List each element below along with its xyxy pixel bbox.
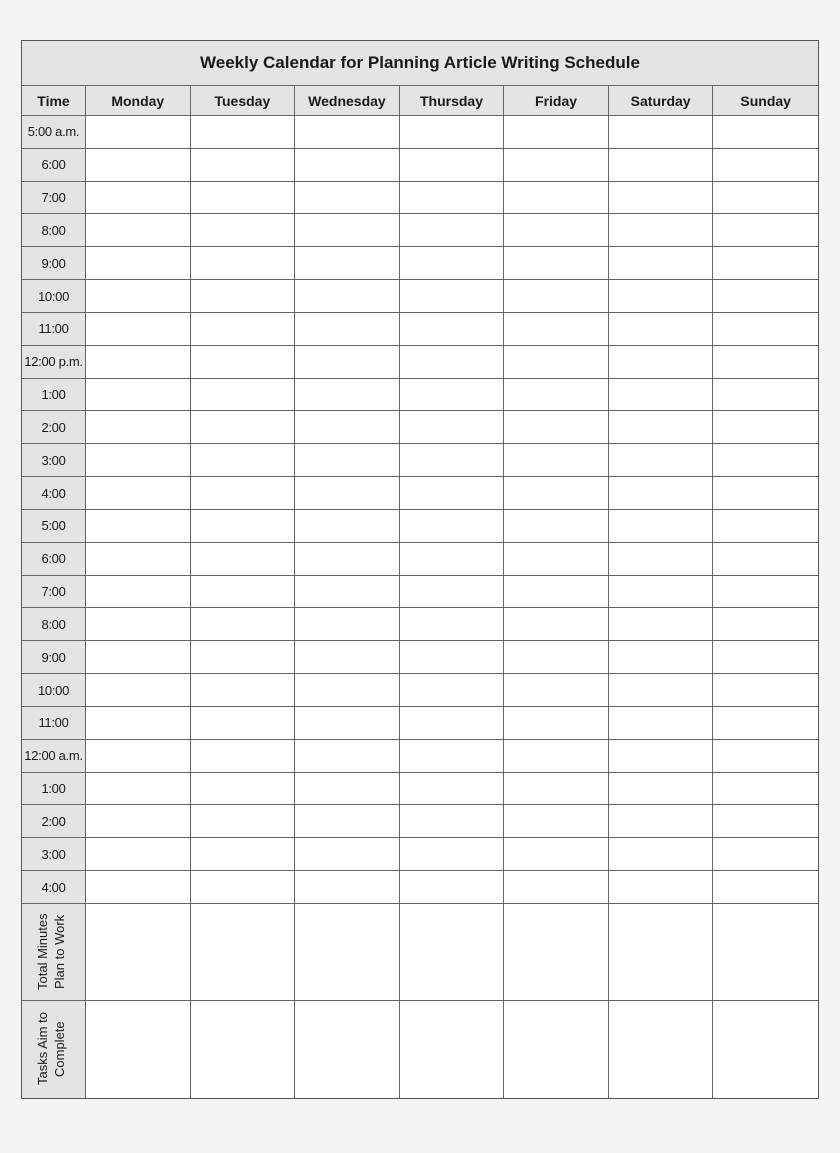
time-slot-label: 5:00 a.m. [22, 116, 86, 149]
time-slot-label: 7:00 [22, 182, 86, 215]
schedule-cell[interactable] [295, 182, 400, 215]
day-header-monday: Monday [86, 86, 191, 116]
schedule-cell[interactable] [86, 871, 191, 904]
schedule-cell[interactable] [295, 280, 400, 313]
time-slot-label: 11:00 [22, 313, 86, 346]
schedule-cell[interactable] [504, 379, 609, 412]
schedule-cell[interactable] [191, 116, 296, 149]
summary-label-line: Plan to Work [51, 914, 67, 990]
schedule-cell[interactable] [400, 280, 505, 313]
schedule-cell[interactable] [713, 247, 818, 280]
schedule-cell[interactable] [609, 871, 714, 904]
day-header-saturday: Saturday [609, 86, 714, 116]
summary-cell[interactable] [609, 1001, 714, 1098]
schedule-cell[interactable] [713, 608, 818, 641]
summary-cell[interactable] [504, 904, 609, 1001]
schedule-cell[interactable] [400, 740, 505, 773]
schedule-cell[interactable] [400, 838, 505, 871]
schedule-cell[interactable] [400, 346, 505, 379]
time-slot-label: 6:00 [22, 543, 86, 576]
summary-cell[interactable] [295, 904, 400, 1001]
schedule-cell[interactable] [191, 280, 296, 313]
summary-cell[interactable] [86, 1001, 191, 1098]
schedule-cell[interactable] [191, 313, 296, 346]
schedule-cell[interactable] [191, 149, 296, 182]
schedule-cell[interactable] [713, 576, 818, 609]
schedule-cell[interactable] [295, 346, 400, 379]
schedule-cell[interactable] [295, 149, 400, 182]
schedule-cell[interactable] [86, 674, 191, 707]
schedule-cell[interactable] [295, 247, 400, 280]
schedule-cell[interactable] [400, 116, 505, 149]
schedule-cell[interactable] [191, 379, 296, 412]
schedule-cell[interactable] [504, 871, 609, 904]
summary-cell[interactable] [191, 1001, 296, 1098]
schedule-cell[interactable] [191, 773, 296, 806]
time-slot-label: 1:00 [22, 379, 86, 412]
schedule-cell[interactable] [191, 674, 296, 707]
schedule-cell[interactable] [86, 773, 191, 806]
schedule-cell[interactable] [400, 214, 505, 247]
summary-cell[interactable] [295, 1001, 400, 1098]
schedule-cell[interactable] [400, 444, 505, 477]
time-slot-label: 8:00 [22, 214, 86, 247]
schedule-cell[interactable] [504, 576, 609, 609]
schedule-cell[interactable] [86, 247, 191, 280]
summary-cell[interactable] [191, 904, 296, 1001]
schedule-cell[interactable] [400, 871, 505, 904]
schedule-cell[interactable] [191, 871, 296, 904]
summary-cell[interactable] [400, 904, 505, 1001]
schedule-cell[interactable] [609, 773, 714, 806]
schedule-cell[interactable] [400, 182, 505, 215]
schedule-cell[interactable] [86, 576, 191, 609]
schedule-cell[interactable] [86, 707, 191, 740]
day-header-friday: Friday [504, 86, 609, 116]
day-header-wednesday: Wednesday [295, 86, 400, 116]
schedule-cell[interactable] [609, 379, 714, 412]
schedule-cell[interactable] [713, 740, 818, 773]
schedule-cell[interactable] [713, 805, 818, 838]
time-slot-label: 2:00 [22, 805, 86, 838]
time-slot-label: 10:00 [22, 674, 86, 707]
schedule-cell[interactable] [295, 411, 400, 444]
schedule-cell[interactable] [713, 444, 818, 477]
day-header-tuesday: Tuesday [191, 86, 296, 116]
schedule-cell[interactable] [400, 510, 505, 543]
schedule-cell[interactable] [504, 444, 609, 477]
schedule-cell[interactable] [400, 773, 505, 806]
time-slot-label: 9:00 [22, 247, 86, 280]
schedule-cell[interactable] [400, 149, 505, 182]
schedule-cell[interactable] [86, 510, 191, 543]
schedule-cell[interactable] [609, 182, 714, 215]
schedule-cell[interactable] [191, 214, 296, 247]
schedule-cell[interactable] [504, 674, 609, 707]
day-header-thursday: Thursday [400, 86, 505, 116]
schedule-cell[interactable] [504, 805, 609, 838]
schedule-cell[interactable] [295, 116, 400, 149]
summary-label-line: Complete [51, 1021, 67, 1078]
schedule-cell[interactable] [609, 149, 714, 182]
time-slot-label: 3:00 [22, 444, 86, 477]
schedule-cell[interactable] [609, 477, 714, 510]
schedule-cell[interactable] [504, 740, 609, 773]
schedule-cell[interactable] [504, 116, 609, 149]
schedule-cell[interactable] [295, 543, 400, 576]
schedule-cell[interactable] [504, 280, 609, 313]
schedule-cell[interactable] [609, 214, 714, 247]
summary-label-text [34, 1003, 74, 1095]
schedule-cell[interactable] [504, 773, 609, 806]
schedule-cell[interactable] [400, 543, 505, 576]
total-minutes-label [22, 904, 86, 1001]
schedule-cell[interactable] [713, 641, 818, 674]
schedule-cell[interactable] [400, 576, 505, 609]
schedule-cell[interactable] [713, 379, 818, 412]
time-slot-label: 12:00 p.m. [22, 346, 86, 379]
schedule-cell[interactable] [400, 674, 505, 707]
schedule-cell[interactable] [504, 608, 609, 641]
schedule-cell[interactable] [713, 707, 818, 740]
schedule-cell[interactable] [609, 411, 714, 444]
schedule-cell[interactable] [191, 510, 296, 543]
schedule-cell[interactable] [609, 346, 714, 379]
schedule-cell[interactable] [609, 247, 714, 280]
schedule-cell[interactable] [504, 510, 609, 543]
schedule-cell[interactable] [504, 214, 609, 247]
schedule-cell[interactable] [191, 543, 296, 576]
schedule-cell[interactable] [191, 740, 296, 773]
schedule-cell[interactable] [609, 576, 714, 609]
schedule-cell[interactable] [191, 182, 296, 215]
schedule-cell[interactable] [504, 313, 609, 346]
schedule-cell[interactable] [713, 871, 818, 904]
schedule-cell[interactable] [295, 444, 400, 477]
schedule-cell[interactable] [400, 313, 505, 346]
schedule-cell[interactable] [295, 707, 400, 740]
schedule-cell[interactable] [295, 379, 400, 412]
schedule-cell[interactable] [86, 411, 191, 444]
calendar-title: Weekly Calendar for Planning Article Writing Schedule [22, 41, 818, 86]
summary-cell[interactable] [713, 904, 818, 1001]
schedule-cell[interactable] [191, 411, 296, 444]
schedule-cell[interactable] [191, 247, 296, 280]
schedule-cell[interactable] [295, 608, 400, 641]
schedule-cell[interactable] [504, 838, 609, 871]
day-header-sunday: Sunday [713, 86, 818, 116]
schedule-cell[interactable] [609, 608, 714, 641]
schedule-cell[interactable] [400, 641, 505, 674]
schedule-cell[interactable] [86, 477, 191, 510]
schedule-cell[interactable] [504, 543, 609, 576]
schedule-cell[interactable] [86, 379, 191, 412]
schedule-cell[interactable] [400, 707, 505, 740]
schedule-cell[interactable] [713, 477, 818, 510]
summary-cell[interactable] [609, 904, 714, 1001]
schedule-cell[interactable] [713, 674, 818, 707]
schedule-cell[interactable] [609, 510, 714, 543]
schedule-cell[interactable] [609, 543, 714, 576]
summary-cell[interactable] [713, 1001, 818, 1098]
schedule-cell[interactable] [713, 838, 818, 871]
schedule-cell[interactable] [191, 707, 296, 740]
schedule-cell[interactable] [504, 346, 609, 379]
time-slot-label: 10:00 [22, 280, 86, 313]
schedule-cell[interactable] [504, 247, 609, 280]
schedule-cell[interactable] [504, 707, 609, 740]
schedule-cell[interactable] [295, 674, 400, 707]
schedule-cell[interactable] [191, 805, 296, 838]
schedule-cell[interactable] [504, 182, 609, 215]
time-slot-label: 2:00 [22, 411, 86, 444]
time-slot-label: 9:00 [22, 641, 86, 674]
summary-label-line: Tasks Aim to [34, 1013, 50, 1086]
schedule-cell[interactable] [713, 346, 818, 379]
schedule-cell[interactable] [504, 477, 609, 510]
schedule-cell[interactable] [504, 641, 609, 674]
schedule-cell[interactable] [191, 346, 296, 379]
schedule-cell[interactable] [713, 313, 818, 346]
time-slot-label: 7:00 [22, 576, 86, 609]
schedule-cell[interactable] [713, 510, 818, 543]
schedule-cell[interactable] [295, 740, 400, 773]
schedule-cell[interactable] [400, 608, 505, 641]
schedule-cell[interactable] [713, 149, 818, 182]
schedule-cell[interactable] [400, 805, 505, 838]
schedule-cell[interactable] [609, 641, 714, 674]
schedule-cell[interactable] [191, 608, 296, 641]
schedule-cell[interactable] [609, 838, 714, 871]
schedule-cell[interactable] [295, 510, 400, 543]
schedule-cell[interactable] [609, 740, 714, 773]
schedule-cell[interactable] [86, 805, 191, 838]
time-slot-label: 12:00 a.m. [22, 740, 86, 773]
summary-label-text [34, 906, 74, 998]
tasks-aim-label [22, 1001, 86, 1098]
schedule-cell[interactable] [609, 707, 714, 740]
summary-cell[interactable] [86, 904, 191, 1001]
schedule-cell[interactable] [86, 641, 191, 674]
schedule-cell[interactable] [713, 214, 818, 247]
schedule-cell[interactable] [86, 149, 191, 182]
schedule-cell[interactable] [504, 411, 609, 444]
time-column-header: Time [22, 86, 86, 116]
summary-label-line: Total Minutes [34, 913, 50, 991]
schedule-cell[interactable] [609, 313, 714, 346]
schedule-cell[interactable] [191, 444, 296, 477]
schedule-cell[interactable] [295, 805, 400, 838]
schedule-cell[interactable] [504, 149, 609, 182]
schedule-cell[interactable] [86, 280, 191, 313]
time-slot-label: 8:00 [22, 608, 86, 641]
schedule-cell[interactable] [400, 247, 505, 280]
schedule-cell[interactable] [86, 214, 191, 247]
schedule-cell[interactable] [295, 477, 400, 510]
schedule-cell[interactable] [86, 444, 191, 477]
schedule-cell[interactable] [609, 280, 714, 313]
schedule-cell[interactable] [609, 444, 714, 477]
schedule-cell[interactable] [713, 182, 818, 215]
schedule-cell[interactable] [295, 641, 400, 674]
schedule-cell[interactable] [295, 871, 400, 904]
schedule-cell[interactable] [713, 280, 818, 313]
schedule-cell[interactable] [713, 116, 818, 149]
schedule-cell[interactable] [713, 543, 818, 576]
schedule-cell[interactable] [86, 740, 191, 773]
weekly-calendar-table [21, 40, 819, 1099]
summary-cell[interactable] [400, 1001, 505, 1098]
time-slot-label: 1:00 [22, 773, 86, 806]
time-slot-label: 3:00 [22, 838, 86, 871]
schedule-cell[interactable] [86, 182, 191, 215]
time-slot-label: 4:00 [22, 871, 86, 904]
schedule-cell[interactable] [295, 313, 400, 346]
schedule-cell[interactable] [86, 608, 191, 641]
schedule-cell[interactable] [191, 641, 296, 674]
schedule-cell[interactable] [86, 346, 191, 379]
time-slot-label: 11:00 [22, 707, 86, 740]
schedule-cell[interactable] [295, 773, 400, 806]
schedule-cell[interactable] [609, 674, 714, 707]
schedule-cell[interactable] [713, 411, 818, 444]
schedule-cell[interactable] [191, 838, 296, 871]
schedule-cell[interactable] [400, 379, 505, 412]
time-slot-label: 6:00 [22, 149, 86, 182]
schedule-cell[interactable] [400, 477, 505, 510]
time-slot-label: 5:00 [22, 510, 86, 543]
schedule-cell[interactable] [86, 116, 191, 149]
schedule-cell[interactable] [191, 477, 296, 510]
time-slot-label: 4:00 [22, 477, 86, 510]
schedule-cell[interactable] [86, 313, 191, 346]
schedule-cell[interactable] [191, 576, 296, 609]
schedule-cell[interactable] [86, 838, 191, 871]
schedule-cell[interactable] [295, 838, 400, 871]
schedule-cell[interactable] [86, 543, 191, 576]
schedule-cell[interactable] [295, 214, 400, 247]
schedule-cell[interactable] [609, 116, 714, 149]
schedule-cell[interactable] [609, 805, 714, 838]
summary-cell[interactable] [504, 1001, 609, 1098]
schedule-cell[interactable] [713, 773, 818, 806]
schedule-cell[interactable] [400, 411, 505, 444]
schedule-cell[interactable] [295, 576, 400, 609]
